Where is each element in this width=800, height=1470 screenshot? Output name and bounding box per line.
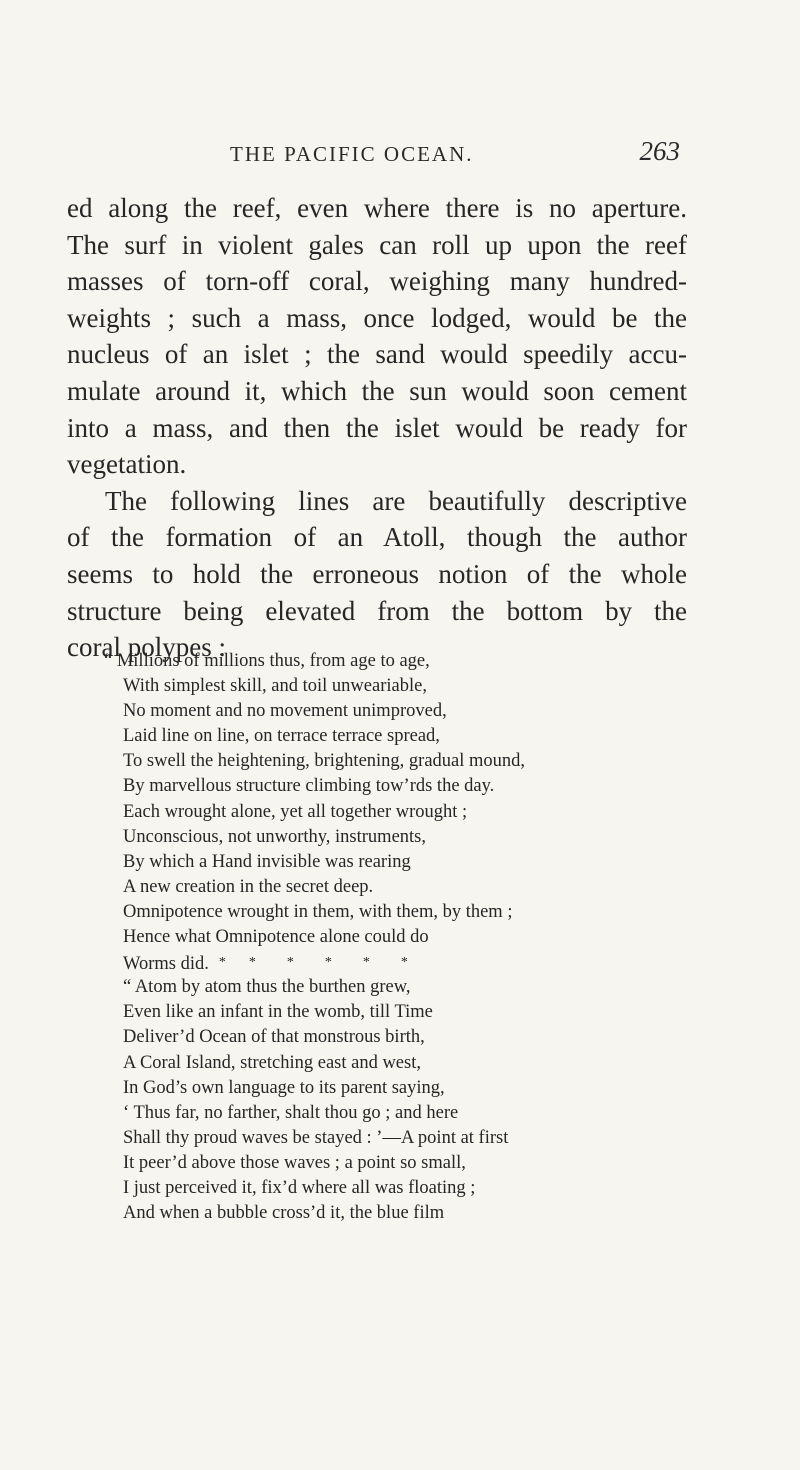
page-header bbox=[230, 136, 680, 170]
poem-line: By which a Hand invisible was rearing bbox=[123, 851, 411, 872]
poem-line: ‘ Thus far, no farther, shalt thou go ; and here bbox=[123, 1102, 459, 1123]
poem-line: Hence what Omnipotence alone could do bbox=[123, 927, 429, 948]
poem-line: No moment and no movement unimproved, bbox=[123, 701, 447, 722]
poem-line: And when a bubble cross’d it, the blue film bbox=[123, 1203, 445, 1224]
poem-line-text: Worms did. bbox=[123, 954, 209, 975]
prose-line: of the formation of an Atoll, though the author bbox=[67, 522, 687, 553]
prose-line: weights ; such a mass, once lodged, would be the bbox=[67, 302, 687, 333]
poem-line: Shall thy proud waves be stayed : ’—A point at first bbox=[123, 1127, 509, 1148]
poem-line: I just perceived it, fix’d where all was floating ; bbox=[123, 1177, 476, 1198]
poem-line: Unconscious, not unworthy, instruments, bbox=[123, 826, 427, 847]
poem-line: To swell the heightening, brightening, gradual mound, bbox=[123, 751, 526, 772]
ellipsis-star: * bbox=[324, 955, 332, 971]
prose-line: coral polypes : bbox=[67, 632, 226, 663]
prose-line: into a mass, and then the islet would be ready for bbox=[67, 412, 687, 443]
poem-line: Laid line on line, on terrace terrace spread, bbox=[123, 726, 440, 747]
poem-line: “ Millions of millions thus, from age to age, bbox=[104, 651, 430, 671]
ellipsis-star: * bbox=[400, 955, 408, 971]
poem-line: Omnipotence wrought in them, with them, by them ; bbox=[123, 901, 513, 922]
poem-line: Even like an infant in the womb, till Time bbox=[123, 1002, 433, 1023]
ellipsis-star: * bbox=[362, 955, 370, 971]
poem-line: A new creation in the secret deep. bbox=[123, 876, 374, 897]
poem-line: In God’s own language to its parent saying, bbox=[123, 1077, 445, 1098]
poem-quotation bbox=[104, 649, 664, 1226]
poem-line: “ Atom by atom thus the burthen grew, bbox=[123, 977, 411, 998]
poem-line: With simplest skill, and toil unweariable, bbox=[123, 676, 427, 697]
prose-body bbox=[67, 190, 687, 666]
prose-line: The surf in violent gales can roll up upon the reef bbox=[67, 229, 687, 260]
poem-line: A Coral Island, stretching east and west, bbox=[123, 1052, 421, 1073]
ellipsis-star: * bbox=[248, 955, 256, 971]
prose-line: nucleus of an islet ; the sand would speedily accu- bbox=[67, 339, 687, 370]
poem-line: By marvellous structure climbing tow’rds the day. bbox=[123, 776, 495, 797]
poem-line: Deliver’d Ocean of that monstrous birth, bbox=[123, 1027, 425, 1048]
page-number: 263 bbox=[639, 136, 680, 166]
running-head: THE PACIFIC OCEAN. bbox=[230, 142, 474, 166]
ellipsis-star: * bbox=[286, 955, 294, 971]
ellipsis-stars bbox=[209, 954, 439, 974]
prose-line: The following lines are beautifully descriptive bbox=[105, 485, 687, 516]
prose-line: masses of torn-off coral, weighing many hundred- bbox=[67, 266, 687, 297]
ellipsis-star: * bbox=[218, 955, 226, 971]
poem-line-with-ellipsis bbox=[104, 950, 664, 975]
poem-line: Each wrought alone, yet all together wrought ; bbox=[123, 801, 468, 822]
prose-line: seems to hold the erroneous notion of the whole bbox=[67, 558, 687, 589]
prose-line: ed along the reef, even where there is no aperture. bbox=[67, 193, 687, 223]
prose-line: structure being elevated from the bottom by the bbox=[67, 595, 687, 626]
prose-line: vegetation. bbox=[67, 449, 187, 480]
poem-line: It peer’d above those waves ; a point so small, bbox=[123, 1152, 466, 1173]
prose-line: mulate around it, which the sun would soon cement bbox=[67, 375, 687, 406]
